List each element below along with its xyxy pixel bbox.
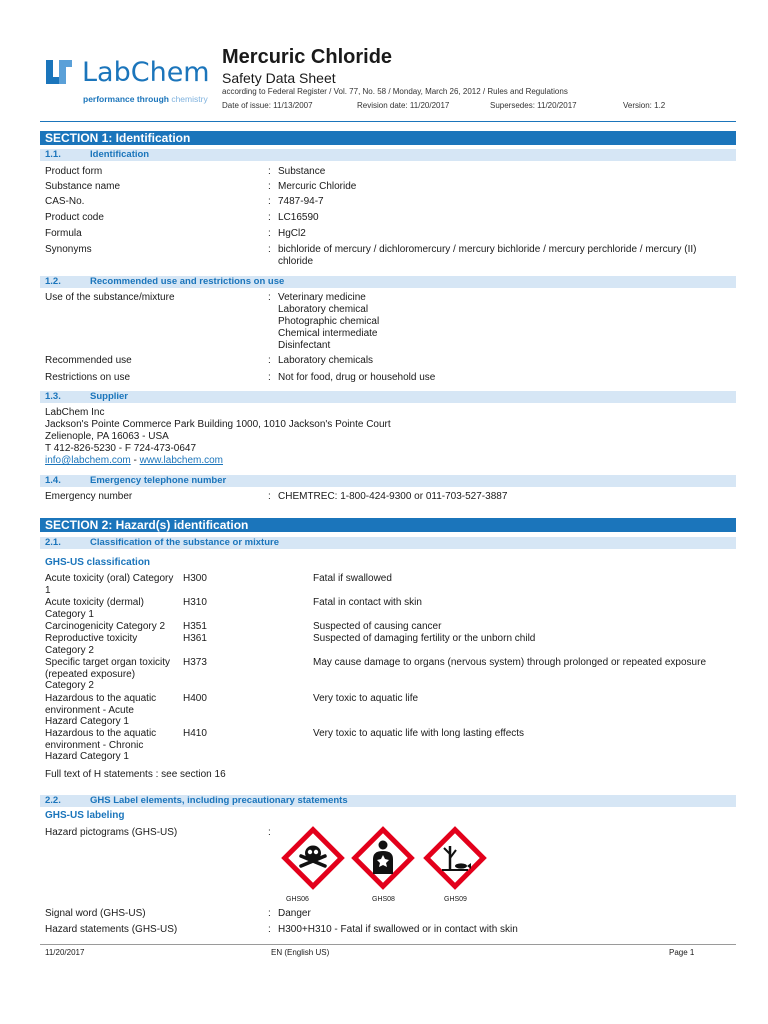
hazard-statement: Very toxic to aquatic life: [313, 693, 419, 704]
hazard-statement: May cause damage to organs (nervous system) through prolonged or repeated exposure: [313, 657, 707, 668]
hazard-class: Hazardous to the aquatic environment - Acute Hazard Category 1: [45, 693, 157, 727]
pictogram-ghs06: [281, 826, 345, 895]
row-label: Formula: [45, 228, 82, 239]
row-colon: :: [268, 181, 271, 192]
hazard-statement: Suspected of damaging fertility or the unborn child: [313, 633, 536, 644]
row-colon: :: [268, 196, 271, 207]
subsection-title: GHS Label elements, including precautionary statements: [90, 795, 348, 806]
hazard-code: H300: [183, 573, 207, 584]
subsection-title: Recommended use and restrictions on use: [90, 276, 285, 287]
footer-date: 11/20/2017: [45, 948, 85, 957]
ghs-labeling-heading: GHS-US labeling: [45, 810, 125, 821]
recommended-use-label: Recommended use: [45, 355, 132, 366]
ghs-classification-heading: GHS-US classification: [45, 557, 151, 568]
labchem-logo-icon: [44, 58, 74, 86]
pictogram-caption: GHS09: [444, 896, 467, 903]
environment-hazard-icon: [423, 826, 487, 890]
subsection-title: Classification of the substance or mixture: [90, 537, 279, 548]
hazard-statements-value: H300+H310 - Fatal if swallowed or in contact with skin: [278, 924, 518, 935]
subsection-1-4: [40, 475, 736, 487]
subsection-title: Supplier: [90, 391, 129, 402]
row-label: Synonyms: [45, 244, 92, 255]
supplier-address-line-2: Zelienople, PA 16063 - USA: [45, 431, 169, 442]
use-item: Chemical intermediate: [278, 328, 378, 339]
subsection-number: 2.2.: [45, 795, 61, 806]
row-colon: :: [268, 212, 271, 223]
hazard-code: H351: [183, 621, 207, 632]
section-1-banner: SECTION 1: Identification: [40, 131, 736, 145]
hazard-code: H310: [183, 597, 207, 608]
pictograms-label: Hazard pictograms (GHS-US): [45, 827, 178, 838]
use-item: Photographic chemical: [278, 316, 380, 327]
hazard-statements-label: Hazard statements (GHS-US): [45, 924, 178, 935]
row-colon: :: [268, 372, 271, 383]
hazard-class: Specific target organ toxicity (repeated exposure) Category 2: [45, 657, 171, 691]
hazard-class: Hazardous to the aquatic environment - Chronic Hazard Category 1: [45, 728, 157, 762]
hazard-class: Carcinogenicity Category 2: [45, 621, 166, 632]
version: Version: 1.2: [623, 101, 666, 110]
full-text-note: Full text of H statements : see section 16: [45, 769, 226, 780]
health-hazard-icon: [351, 826, 415, 890]
hazard-code: H361: [183, 633, 207, 644]
logo-tagline: [83, 94, 208, 104]
row-label: Product form: [45, 166, 103, 177]
tagline-strong: performance through: [83, 94, 169, 104]
subsection-number: 1.1.: [45, 149, 61, 160]
link-separator: -: [130, 455, 140, 466]
supplier-address-line-1: Jackson's Pointe Commerce Park Building 1000, 1010 Jackson's Pointe Court: [45, 419, 391, 430]
subsection-title: Emergency telephone number: [90, 475, 227, 486]
emergency-label: Emergency number: [45, 491, 133, 502]
row-colon: :: [268, 491, 271, 502]
use-item: Laboratory chemical: [278, 304, 369, 315]
row-value: HgCl2: [278, 228, 306, 239]
skull-crossbones-icon: [281, 826, 345, 890]
hazard-code: H410: [183, 728, 207, 739]
row-label: Substance name: [45, 181, 121, 192]
row-label: CAS-No.: [45, 196, 85, 207]
pictogram-caption: GHS06: [286, 896, 309, 903]
row-colon: :: [268, 924, 271, 935]
row-colon: :: [268, 908, 271, 919]
hazard-class: Acute toxicity (oral) Category 1: [45, 573, 174, 596]
use-item: Veterinary medicine: [278, 292, 366, 303]
footer-page-number: Page 1: [669, 948, 695, 957]
restrictions-value: Not for food, drug or household use: [278, 372, 436, 383]
subsection-number: 1.4.: [45, 475, 61, 486]
row-colon: :: [268, 355, 271, 366]
recommended-use-value: Laboratory chemicals: [278, 355, 374, 366]
hazard-statement: Fatal if swallowed: [313, 573, 392, 584]
subsection-title: Identification: [90, 149, 150, 160]
subsection-number: 1.3.: [45, 391, 61, 402]
supplier-email-link[interactable]: info@labchem.com: [45, 455, 131, 466]
use-item: Disinfectant: [278, 340, 331, 351]
subsection-2-2: [40, 795, 736, 807]
row-value-continued: chloride: [278, 256, 314, 267]
supplier-phone: T 412-826-5230 - F 724-473-0647: [45, 443, 197, 454]
tagline-light: chemistry: [171, 94, 208, 104]
row-value: Mercuric Chloride: [278, 181, 357, 192]
logo-wordmark: LabChem: [82, 57, 210, 88]
row-value: Substance: [278, 166, 326, 177]
hazard-code: H400: [183, 693, 207, 704]
row-label: Product code: [45, 212, 104, 223]
date-of-issue: Date of issue: 11/13/2007: [222, 101, 313, 110]
pictogram-caption: GHS08: [372, 896, 395, 903]
row-value: LC16590: [278, 212, 319, 223]
row-colon: :: [268, 827, 271, 838]
subsection-number: 1.2.: [45, 276, 61, 287]
row-colon: :: [268, 292, 271, 303]
section-2-banner: SECTION 2: Hazard(s) identification: [40, 518, 736, 532]
footer-rule: [40, 944, 736, 945]
footer-language: EN (English US): [271, 948, 330, 957]
row-colon: :: [268, 228, 271, 239]
emergency-value: CHEMTREC: 1-800-424-9300 or 011-703-527-3887: [278, 491, 508, 502]
signal-word-label: Signal word (GHS-US): [45, 908, 146, 919]
supplier-name: LabChem Inc: [45, 407, 105, 418]
supplier-contact-links: [45, 455, 223, 467]
row-colon: :: [268, 166, 271, 177]
hazard-statement: Suspected of causing cancer: [313, 621, 442, 632]
header-rule: [40, 121, 736, 122]
pictogram-ghs09: [423, 826, 487, 895]
supplier-website-link[interactable]: www.labchem.com: [139, 455, 223, 466]
hazard-code: H373: [183, 657, 207, 668]
hazard-class: Acute toxicity (dermal) Category 1: [45, 597, 144, 620]
use-label: Use of the substance/mixture: [45, 292, 175, 303]
subsection-number: 2.1.: [45, 537, 61, 548]
document-subtitle: Safety Data Sheet: [222, 70, 336, 86]
row-value: bichloride of mercury / dichloromercury / mercury bichloride / mercury perchloride / mercury (II): [278, 244, 697, 255]
row-value: 7487-94-7: [278, 196, 324, 207]
row-colon: :: [268, 244, 271, 255]
regulation-reference: according to Federal Register / Vol. 77, No. 58 / Monday, March 26, 2012 / Rules and Regulations: [222, 87, 568, 96]
hazard-statement: Fatal in contact with skin: [313, 597, 422, 608]
subsection-1-3: [40, 391, 736, 403]
hazard-statement: Very toxic to aquatic life with long lasting effects: [313, 728, 525, 739]
restrictions-label: Restrictions on use: [45, 372, 131, 383]
subsection-1-2: [40, 276, 736, 288]
pictogram-ghs08: [351, 826, 415, 895]
subsection-2-1: [40, 537, 736, 549]
signal-word-value: Danger: [278, 908, 311, 919]
revision-date: Revision date: 11/20/2017: [357, 101, 450, 110]
supersedes-date: Supersedes: 11/20/2017: [490, 101, 577, 110]
page-title: Mercuric Chloride: [222, 46, 393, 68]
labchem-logo: [44, 58, 74, 91]
hazard-class: Reproductive toxicity Category 2: [45, 633, 138, 656]
subsection-1-1: [40, 149, 736, 161]
